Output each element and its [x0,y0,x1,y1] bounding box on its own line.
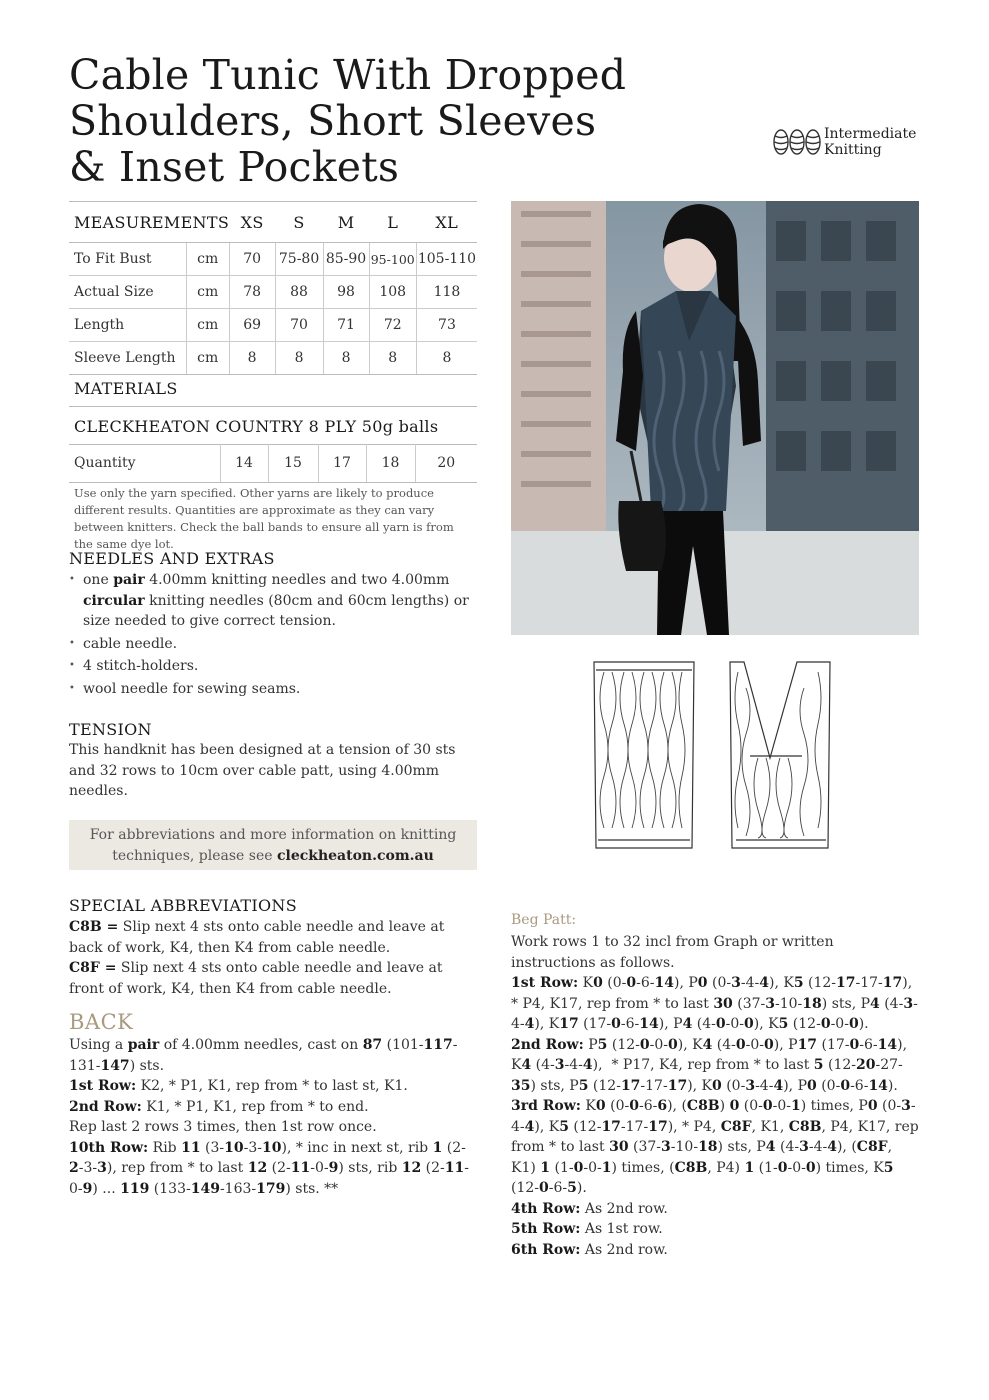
back-repeat: Rep last 2 rows 3 times, then 1st row once. [69,1119,377,1135]
skill-level [773,126,953,160]
needles-heading: NEEDLES AND EXTRAS [69,549,275,568]
abbr-c8b: C8B = Slip next 4 sts onto cable needle and leave at back of work, K4, then K4 from cable needle. [69,919,445,956]
yarn-note: Use only the yarn specified. Other yarns are likely to produce different results. Quantities are approximate as they can vary between knitters. Check the ball bands to ensure all yarn is from the same dye lot. [74,486,454,551]
cell: 85-90 [323,243,369,276]
info-box [69,820,477,870]
quantity-table [69,444,477,483]
cell: 72 [369,309,416,342]
patt-row-2: 2nd Row: P5 (12-0-0-0), K4 (4-0-0-0), P17 (17-0-6-14), K4 (4-3-4-4), * P17, K4, rep from * to last 5 (12-20-27-35) sts, P5 (12-17-17-17), K0 (0-3-4-4), P0 (0-0-6-14). [511,1036,908,1094]
patt-row-1: 1st Row: K0 (0-0-6-14), P0 (0-3-4-4), K5 (12-17-17-17), * P4, K17, rep from * to last 30 (37-3-10-18) sts, P4 (4-3-4-4), K17 (17-0-6-14), P4 (4-0-0-0), K5 (12-0-0-0). [511,975,918,1032]
table-row [69,243,477,276]
cell: 20 [415,444,477,483]
yarn-balls-icon [773,128,823,156]
page-title: Cable Tunic With Dropped Shoulders, Short Sleeves & Inset Pockets [69,51,627,191]
cell: 14 [220,444,268,483]
cell: 75-80 [275,243,323,276]
special-abbreviations [69,917,479,999]
size-s: S [275,202,323,243]
cell: 73 [416,309,477,342]
row-label: To Fit Bust [69,243,186,276]
cell: 95-100 [369,243,416,276]
measurements-heading: MEASUREMENTS [69,202,229,243]
needles-list [69,570,479,701]
back-intro: Using a pair of 4.00mm needles, cast on 87 (101-117-131-147) sts. [69,1037,458,1074]
size-xl: XL [416,202,477,243]
back-instructions [69,1035,479,1199]
measurements-header-row [69,202,477,243]
row-unit: cm [186,276,229,309]
size-l: L [369,202,416,243]
cell: 88 [275,276,323,309]
beg-patt-intro: Work rows 1 to 32 incl from Graph or written instructions as follows. [511,934,834,971]
back-row-2: 2nd Row: K1, * P1, K1, rep from * to end. [69,1098,369,1115]
info-text: For abbreviations and more information on knitting techniques, please see [89,827,457,864]
cell: 70 [229,243,275,276]
materials-heading: MATERIALS [69,366,477,407]
list-item: • one pair 4.00mm knitting needles and two 4.00mm circular knitting needles (80cm and 60cm lengths) or size needed to give correct tension. [69,570,479,632]
cell: 15 [268,444,318,483]
patt-row-6: 6th Row: As 2nd row. [511,1241,668,1258]
cell: 71 [323,309,369,342]
cell: 17 [318,444,366,483]
list-item: • cable needle. [69,634,479,655]
size-xs: XS [229,202,275,243]
list-item: • wool needle for sewing seams. [69,679,479,700]
cell: 70 [275,309,323,342]
patt-row-5: 5th Row: As 1st row. [511,1221,663,1237]
model-photo [511,201,919,635]
quantity-label: Quantity [69,444,220,483]
cell: 108 [369,276,416,309]
skill-level-line2: Knitting [824,142,882,158]
cell: 69 [229,309,275,342]
cell: 105-110 [416,243,477,276]
table-row [69,276,477,309]
cell: 8 [323,342,369,375]
patt-row-3: 3rd Row: K0 (0-0-6-6), (C8B) 0 (0-0-0-1) times, P0 (0-3-4-4), K5 (12-17-17-17), * P4, C8F, K1, C8B, P4, K17, rep from * to last 30 (37-3-10-18) sts, P4 (4-3-4-4), (C8F, K1) 1 (1-0-0-1) times, (C8B, P4) 1 (1-0-0-0) times, K5 (12-0-6-5). [511,1098,919,1196]
abbr-c8f: C8F = Slip next 4 sts onto cable needle and leave at front of work, K4, then K4 from cable needle. [69,960,443,997]
cell: 8 [369,342,416,375]
row-label: Sleeve Length [69,342,186,375]
table-row [69,309,477,342]
garment-schematic [592,658,834,852]
skill-level-line1: Intermediate [824,126,917,142]
cell: 78 [229,276,275,309]
cell: 8 [275,342,323,375]
tension-text: This handknit has been designed at a tension of 30 sts and 32 rows to 10cm over cable patt, using 4.00mm needles. [69,742,456,799]
row-unit: cm [186,309,229,342]
measurements-table [69,201,477,375]
row-unit: cm [186,342,229,375]
back-heading: BACK [69,1010,134,1034]
cell: 8 [416,342,477,375]
tension-heading: TENSION [69,720,152,739]
beg-patt-heading: Beg Patt: [511,912,577,928]
cell: 18 [366,444,415,483]
back-row-10: 10th Row: Rib 11 (3-10-3-10), * inc in next st, rib 1 (2-2-3-3), rep from * to last 12 (2-11-0-9) sts, rib 12 (2-11-0-9) ... 119 (133-149-163-179) sts. ** [69,1139,470,1197]
special-abbreviations-heading: SPECIAL ABBREVIATIONS [69,896,297,915]
cell: 8 [229,342,275,375]
beg-patt-instructions [511,932,921,1260]
row-label: Actual Size [69,276,186,309]
row-unit: cm [186,243,229,276]
row-label: Length [69,309,186,342]
cell: 98 [323,276,369,309]
list-item: • 4 stitch-holders. [69,656,479,677]
website-link[interactable]: cleckheaton.com.au [277,848,434,864]
cell: 118 [416,276,477,309]
back-row-1: 1st Row: K2, * P1, K1, rep from * to last st, K1. [69,1078,408,1094]
table-row [69,444,477,483]
yarn-name: CLECKHEATON COUNTRY 8 PLY 50g balls [69,406,477,445]
patt-row-4: 4th Row: As 2nd row. [511,1200,668,1217]
size-m: M [323,202,369,243]
